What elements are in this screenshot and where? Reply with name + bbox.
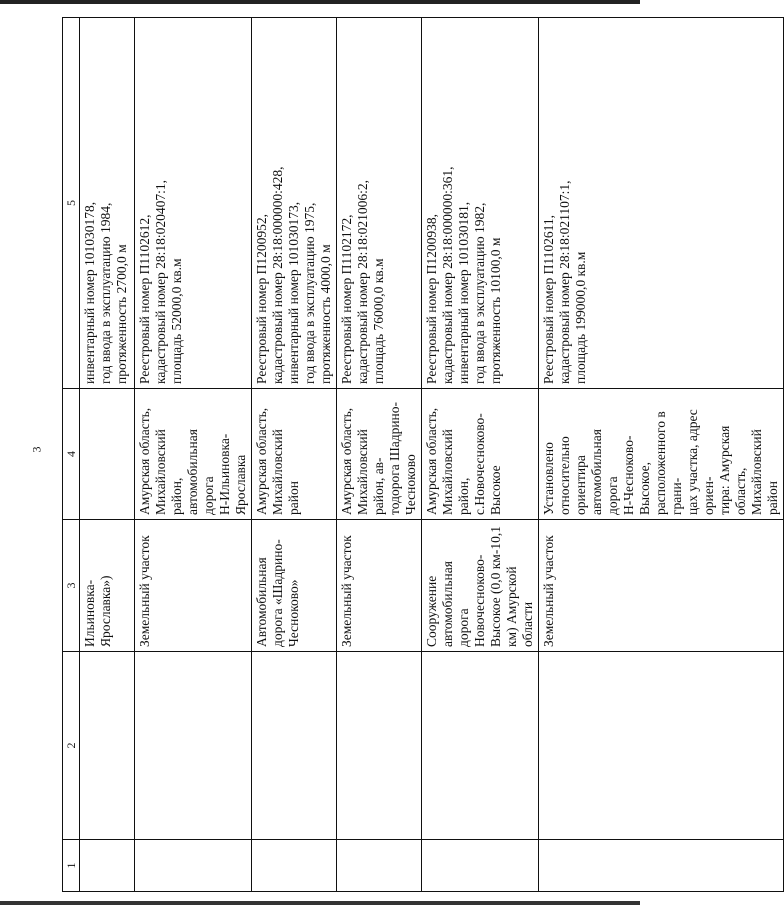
column-number-4: 4	[63, 389, 80, 520]
details-cell: Реестровый номер П1200952, кадастровый номер 28:18:000000:428, инвентарный номер 101030173, год ввода в эксплуатацию 1975, протяженность 4000,0 м	[252, 18, 337, 389]
name-cell	[252, 652, 337, 840]
rotated-page	[62, 18, 780, 892]
row-index-cell	[539, 840, 784, 892]
location-cell: Амурская область, Михайловский район, с.Новочесноково-Высокое	[422, 389, 539, 520]
location-cell: Амурская область, Михайловский район, автомобильная дорога Н-Ильиновка-Ярославка	[135, 389, 252, 520]
row-index-cell	[337, 840, 422, 892]
object-type-cell: Ильиновка- Ярославка»)	[80, 520, 135, 652]
location-cell	[80, 389, 135, 520]
location-cell: Амурская область, Михайловский район, ав- тодорога Шадрино- Чесноково	[337, 389, 422, 520]
header-row	[63, 18, 80, 892]
table-row	[539, 18, 784, 892]
object-type-cell: Автомобильная дорога «Шадрино- Чесноково»	[252, 520, 337, 652]
object-type-cell: Земельный участок	[135, 520, 252, 652]
object-type-cell: Сооружение автомобильная дорога Новочесноково- Высокое (0,0 км-10,1 км) Амурской области	[422, 520, 539, 652]
object-type-cell: Земельный участок	[539, 520, 784, 652]
table-row	[252, 18, 337, 892]
details-cell: Реестровый номер П1102612, кадастровый номер 28:18:020407:1, площадь 52000,0 кв.м	[135, 18, 252, 389]
property-registry-table	[62, 17, 784, 892]
rotated-content	[62, 18, 780, 892]
table-row	[337, 18, 422, 892]
name-cell	[337, 652, 422, 840]
column-number-1: 1	[63, 840, 80, 892]
row-index-cell	[135, 840, 252, 892]
location-cell: Установлено относительно ориентира автомобильная дорога Н-Чесноково-Высокое, расположенного в грани- цах участка, адрес ориен- тира: Амурская область, Михайловский район	[539, 389, 784, 520]
location-cell: Амурская область, Михайловский район	[252, 389, 337, 520]
column-number-2: 2	[63, 652, 80, 840]
details-cell: Реестровый номер П1102611, кадастровый номер 28:18:021107:1, площадь 199000,0 кв.м	[539, 18, 784, 389]
column-number-3: 3	[63, 520, 80, 652]
column-number-5: 5	[63, 18, 80, 389]
object-type-cell: Земельный участок	[337, 520, 422, 652]
table-row	[422, 18, 539, 892]
name-cell	[135, 652, 252, 840]
details-cell: Реестровый номер П1200938, кадастровый номер 28:18:000000:361, инвентарный номер 101030181, год ввода в эксплуатацию 1982, протяженность 10100,0 м	[422, 18, 539, 389]
table-row	[80, 18, 135, 892]
row-index-cell	[80, 840, 135, 892]
page-number: 3	[29, 446, 44, 453]
name-cell	[422, 652, 539, 840]
name-cell	[539, 652, 784, 840]
table-row	[135, 18, 252, 892]
row-index-cell	[422, 840, 539, 892]
name-cell	[80, 652, 135, 840]
details-cell: инвентарный номер 101030178, год ввода в эксплуатацию 1984, протяженность 2700,0 м	[80, 18, 135, 389]
details-cell: Реестровый номер П1102172, кадастровый номер 28:18:021006:2, площадь 76000,0 кв.м	[337, 18, 422, 389]
row-index-cell	[252, 840, 337, 892]
